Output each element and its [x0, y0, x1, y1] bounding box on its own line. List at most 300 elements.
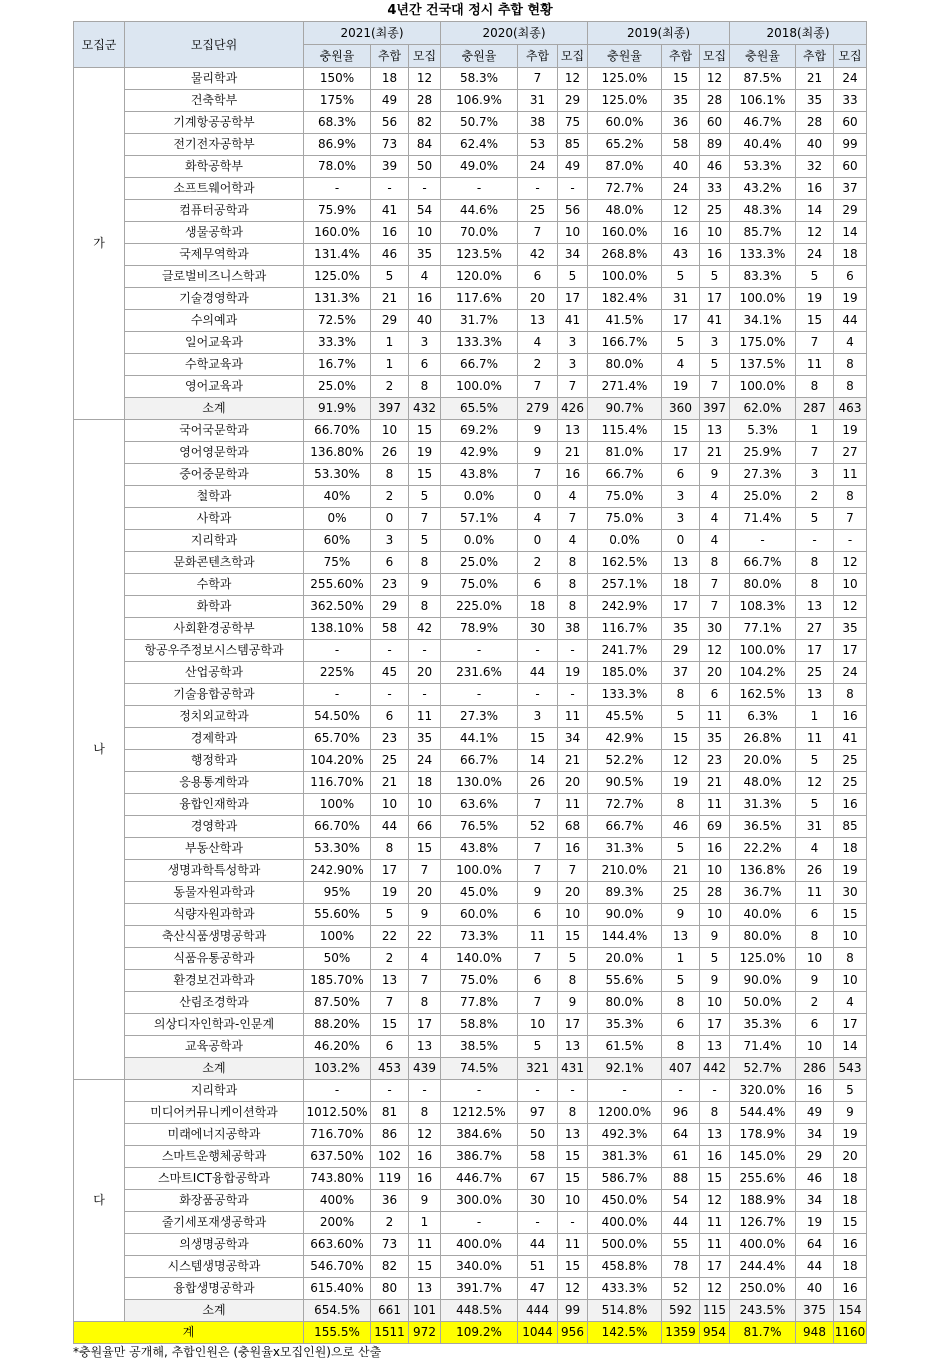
value-cell: 87.50%	[304, 992, 371, 1014]
table-row	[74, 486, 867, 508]
subheader-added: 추합	[662, 45, 700, 68]
value-cell: 16	[834, 794, 867, 816]
value-cell: 12	[409, 68, 441, 90]
value-cell: 87.5%	[730, 68, 796, 90]
value-cell: 108.3%	[730, 596, 796, 618]
value-cell: 100.0%	[730, 376, 796, 398]
value-cell: 1	[796, 420, 834, 442]
value-cell: 8	[834, 354, 867, 376]
value-cell: 386.7%	[441, 1146, 518, 1168]
unit-cell: 수의예과	[125, 310, 304, 332]
unit-cell: 영어교육과	[125, 376, 304, 398]
value-cell: 26	[518, 772, 558, 794]
value-cell: 35	[700, 728, 730, 750]
value-cell: 34.1%	[730, 310, 796, 332]
value-cell: 9	[662, 904, 700, 926]
value-cell: 7	[518, 948, 558, 970]
value-cell: 11	[558, 1234, 588, 1256]
value-cell: 9	[834, 1102, 867, 1124]
value-cell: -	[441, 640, 518, 662]
value-cell: 8	[409, 552, 441, 574]
value-cell: 68	[558, 816, 588, 838]
value-cell: 3	[662, 508, 700, 530]
value-cell: 14	[834, 1036, 867, 1058]
value-cell: 27	[834, 442, 867, 464]
unit-cell: 항공우주정보시스템공학과	[125, 640, 304, 662]
value-cell: 37	[834, 178, 867, 200]
value-cell: 71.4%	[730, 508, 796, 530]
value-cell: 78.9%	[441, 618, 518, 640]
value-cell: 7	[409, 970, 441, 992]
table-row	[74, 992, 867, 1014]
value-cell: -	[304, 684, 371, 706]
subtotal-label: 소계	[125, 398, 304, 420]
value-cell: 60	[700, 112, 730, 134]
value-cell: 16	[834, 706, 867, 728]
value-cell: 5	[796, 508, 834, 530]
value-cell: 58	[662, 134, 700, 156]
unit-cell: 기계항공공학부	[125, 112, 304, 134]
subtotal-cell: 74.5%	[441, 1058, 518, 1080]
value-cell: 150%	[304, 68, 371, 90]
value-cell: 13	[700, 420, 730, 442]
value-cell: 15	[409, 838, 441, 860]
value-cell: 12	[558, 68, 588, 90]
value-cell: 145.0%	[730, 1146, 796, 1168]
table-row	[74, 794, 867, 816]
total-cell: 948	[796, 1322, 834, 1344]
value-cell: 117.6%	[441, 288, 518, 310]
unit-cell: 문화콘텐츠학과	[125, 552, 304, 574]
year-header: 2021(최종)	[304, 22, 441, 45]
value-cell: 36.5%	[730, 816, 796, 838]
value-cell: 16	[834, 1278, 867, 1300]
value-cell: 90.0%	[588, 904, 662, 926]
value-cell: 1	[371, 354, 409, 376]
subtotal-cell: 444	[518, 1300, 558, 1322]
value-cell: 19	[796, 1212, 834, 1234]
value-cell: -	[796, 530, 834, 552]
value-cell: 8	[371, 838, 409, 860]
value-cell: 125.0%	[588, 90, 662, 112]
subheader-rate: 충원율	[304, 45, 371, 68]
subtotal-cell: 543	[834, 1058, 867, 1080]
value-cell: 268.8%	[588, 244, 662, 266]
value-cell: 90.0%	[730, 970, 796, 992]
table-row	[74, 354, 867, 376]
value-cell: 65.70%	[304, 728, 371, 750]
value-cell: -	[304, 178, 371, 200]
unit-cell: 의상디자인학과-인문계	[125, 1014, 304, 1036]
value-cell: 15	[558, 1256, 588, 1278]
value-cell: 500.0%	[588, 1234, 662, 1256]
value-cell: 15	[662, 420, 700, 442]
value-cell: 22	[371, 926, 409, 948]
value-cell: 19	[834, 1124, 867, 1146]
unit-cell: 영어영문학과	[125, 442, 304, 464]
value-cell: 44.6%	[441, 200, 518, 222]
value-cell: 362.50%	[304, 596, 371, 618]
value-cell: 10	[796, 1036, 834, 1058]
subtotal-cell: 407	[662, 1058, 700, 1080]
subtotal-row	[74, 1058, 867, 1080]
value-cell: 166.7%	[588, 332, 662, 354]
total-cell: 1511	[371, 1322, 409, 1344]
value-cell: 95%	[304, 882, 371, 904]
value-cell: 29	[834, 200, 867, 222]
table-row	[74, 178, 867, 200]
value-cell: 4	[700, 486, 730, 508]
value-cell: 73	[371, 134, 409, 156]
value-cell: 26.8%	[730, 728, 796, 750]
value-cell: 64	[796, 1234, 834, 1256]
value-cell: 138.10%	[304, 618, 371, 640]
value-cell: 81	[371, 1102, 409, 1124]
value-cell: 10	[558, 1190, 588, 1212]
value-cell: 81.0%	[588, 442, 662, 464]
value-cell: 12	[662, 750, 700, 772]
value-cell: 69.2%	[441, 420, 518, 442]
value-cell: -	[558, 684, 588, 706]
value-cell: 9	[518, 420, 558, 442]
value-cell: 384.6%	[441, 1124, 518, 1146]
subtotal-row	[74, 398, 867, 420]
value-cell: 75.0%	[588, 508, 662, 530]
subtotal-label: 소계	[125, 1058, 304, 1080]
value-cell: 60.0%	[588, 112, 662, 134]
value-cell: 75.0%	[441, 574, 518, 596]
value-cell: 54	[409, 200, 441, 222]
value-cell: 43	[662, 244, 700, 266]
value-cell: 73.3%	[441, 926, 518, 948]
subtotal-cell: 661	[371, 1300, 409, 1322]
value-cell: 82	[371, 1256, 409, 1278]
value-cell: 80.0%	[730, 574, 796, 596]
value-cell: 10	[834, 970, 867, 992]
value-cell: 0	[662, 530, 700, 552]
value-cell: 18	[834, 1190, 867, 1212]
value-cell: 5	[558, 948, 588, 970]
group-column-header: 모집군	[74, 22, 125, 68]
value-cell: 5	[662, 706, 700, 728]
table-row	[74, 1124, 867, 1146]
value-cell: 11	[796, 354, 834, 376]
value-cell: 89.3%	[588, 882, 662, 904]
value-cell: 85	[558, 134, 588, 156]
value-cell: 88	[662, 1168, 700, 1190]
value-cell: 23	[700, 750, 730, 772]
value-cell: 4	[518, 508, 558, 530]
value-cell: 6	[409, 354, 441, 376]
value-cell: 8	[700, 1102, 730, 1124]
value-cell: 637.50%	[304, 1146, 371, 1168]
value-cell: 0.0%	[441, 530, 518, 552]
value-cell: -	[700, 1080, 730, 1102]
value-cell: 57.1%	[441, 508, 518, 530]
value-cell: 18	[662, 574, 700, 596]
value-cell: 40.0%	[730, 904, 796, 926]
unit-cell: 산업공학과	[125, 662, 304, 684]
value-cell: -	[834, 530, 867, 552]
value-cell: 8	[834, 376, 867, 398]
value-cell: 19	[834, 288, 867, 310]
unit-cell: 국어국문학과	[125, 420, 304, 442]
value-cell: 41	[558, 310, 588, 332]
value-cell: 46	[700, 156, 730, 178]
value-cell: 8	[558, 596, 588, 618]
value-cell: 53	[518, 134, 558, 156]
unit-cell: 기술융합공학과	[125, 684, 304, 706]
value-cell: 13	[518, 310, 558, 332]
value-cell: 25	[796, 662, 834, 684]
value-cell: 5	[662, 970, 700, 992]
value-cell: -	[441, 1080, 518, 1102]
value-cell: 100%	[304, 926, 371, 948]
value-cell: 340.0%	[441, 1256, 518, 1278]
value-cell: 78.0%	[304, 156, 371, 178]
value-cell: 116.7%	[588, 618, 662, 640]
value-cell: 72.5%	[304, 310, 371, 332]
value-cell: 13	[700, 1124, 730, 1146]
value-cell: 35	[662, 618, 700, 640]
table-row	[74, 860, 867, 882]
value-cell: 492.3%	[588, 1124, 662, 1146]
value-cell: 89	[700, 134, 730, 156]
value-cell: 56	[558, 200, 588, 222]
value-cell: 5	[700, 266, 730, 288]
value-cell: 20.0%	[588, 948, 662, 970]
value-cell: 87.0%	[588, 156, 662, 178]
value-cell: 133.3%	[730, 244, 796, 266]
value-cell: 42.9%	[441, 442, 518, 464]
value-cell: 6	[518, 574, 558, 596]
value-cell: 5	[558, 266, 588, 288]
value-cell: 66.7%	[588, 816, 662, 838]
value-cell: -	[371, 1080, 409, 1102]
value-cell: 160.0%	[304, 222, 371, 244]
value-cell: 8	[409, 1102, 441, 1124]
value-cell: 119	[371, 1168, 409, 1190]
value-cell: 2	[371, 948, 409, 970]
value-cell: 11	[700, 794, 730, 816]
value-cell: 11	[700, 1234, 730, 1256]
value-cell: 178.9%	[730, 1124, 796, 1146]
value-cell: 615.40%	[304, 1278, 371, 1300]
value-cell: 18	[409, 772, 441, 794]
subheader-added: 추합	[371, 45, 409, 68]
value-cell: 400%	[304, 1190, 371, 1212]
unit-cell: 일어교육과	[125, 332, 304, 354]
unit-cell: 생명과학특성학과	[125, 860, 304, 882]
unit-cell: 스마트운행체공학과	[125, 1146, 304, 1168]
value-cell: 31	[662, 288, 700, 310]
value-cell: 40.4%	[730, 134, 796, 156]
value-cell: 7	[796, 332, 834, 354]
value-cell: 29	[796, 1146, 834, 1168]
value-cell: 9	[558, 992, 588, 1014]
value-cell: 5	[796, 750, 834, 772]
value-cell: 9	[518, 882, 558, 904]
table-row	[74, 90, 867, 112]
value-cell: 48.0%	[730, 772, 796, 794]
value-cell: 66.70%	[304, 420, 371, 442]
table-row	[74, 420, 867, 442]
value-cell: 7	[371, 992, 409, 1014]
value-cell: 35	[834, 618, 867, 640]
value-cell: 544.4%	[730, 1102, 796, 1124]
value-cell: 58	[518, 1146, 558, 1168]
value-cell: 17	[834, 640, 867, 662]
value-cell: 65.2%	[588, 134, 662, 156]
value-cell: 40	[409, 310, 441, 332]
table-row	[74, 1256, 867, 1278]
value-cell: 45	[371, 662, 409, 684]
subtotal-cell: 654.5%	[304, 1300, 371, 1322]
value-cell: -	[304, 640, 371, 662]
table-row	[74, 1146, 867, 1168]
value-cell: 162.5%	[588, 552, 662, 574]
value-cell: 8	[662, 794, 700, 816]
value-cell: -	[730, 530, 796, 552]
value-cell: 7	[518, 68, 558, 90]
table-row	[74, 552, 867, 574]
value-cell: 5	[662, 332, 700, 354]
table-row	[74, 1278, 867, 1300]
value-cell: 8	[796, 926, 834, 948]
value-cell: 75%	[304, 552, 371, 574]
value-cell: 58.3%	[441, 68, 518, 90]
value-cell: 30	[834, 882, 867, 904]
unit-cell: 글로벌비즈니스학과	[125, 266, 304, 288]
value-cell: 4	[558, 530, 588, 552]
value-cell: 36	[662, 112, 700, 134]
value-cell: 85.7%	[730, 222, 796, 244]
table-row	[74, 244, 867, 266]
value-cell: 15	[558, 1168, 588, 1190]
value-cell: -	[371, 684, 409, 706]
value-cell: 77.1%	[730, 618, 796, 640]
value-cell: 16	[796, 178, 834, 200]
value-cell: 6	[796, 1014, 834, 1036]
value-cell: 8	[371, 464, 409, 486]
value-cell: 25	[518, 200, 558, 222]
table-row	[74, 816, 867, 838]
value-cell: 144.4%	[588, 926, 662, 948]
value-cell: 29	[371, 310, 409, 332]
value-cell: 80.0%	[588, 354, 662, 376]
value-cell: 15	[558, 1146, 588, 1168]
value-cell: 17	[409, 1014, 441, 1036]
value-cell: 120.0%	[441, 266, 518, 288]
value-cell: 7	[518, 860, 558, 882]
unit-cell: 환경보건과학과	[125, 970, 304, 992]
value-cell: 41	[371, 200, 409, 222]
value-cell: 20	[558, 882, 588, 904]
table-row	[74, 904, 867, 926]
value-cell: 42	[409, 618, 441, 640]
subheader-added: 추합	[518, 45, 558, 68]
value-cell: 16	[700, 244, 730, 266]
value-cell: 61.5%	[588, 1036, 662, 1058]
value-cell: 210.0%	[588, 860, 662, 882]
value-cell: 0	[518, 530, 558, 552]
unit-cell: 화학과	[125, 596, 304, 618]
table-row	[74, 200, 867, 222]
value-cell: 9	[409, 904, 441, 926]
value-cell: -	[558, 178, 588, 200]
value-cell: 54.50%	[304, 706, 371, 728]
value-cell: 15	[662, 68, 700, 90]
table-body	[74, 68, 867, 1344]
value-cell: 35	[662, 90, 700, 112]
value-cell: 40	[796, 1278, 834, 1300]
value-cell: 60	[834, 156, 867, 178]
value-cell: 46.7%	[730, 112, 796, 134]
value-cell: 14	[796, 200, 834, 222]
table-row	[74, 1014, 867, 1036]
value-cell: 7	[518, 464, 558, 486]
value-cell: 25	[700, 200, 730, 222]
value-cell: 17	[796, 640, 834, 662]
value-cell: 7	[518, 992, 558, 1014]
total-cell: 1160	[834, 1322, 867, 1344]
value-cell: 257.1%	[588, 574, 662, 596]
value-cell: 10	[518, 1014, 558, 1036]
value-cell: 17	[662, 596, 700, 618]
value-cell: 162.5%	[730, 684, 796, 706]
value-cell: 6	[700, 684, 730, 706]
unit-cell: 수학과	[125, 574, 304, 596]
value-cell: 54	[662, 1190, 700, 1212]
table-row	[74, 1212, 867, 1234]
total-cell: 155.5%	[304, 1322, 371, 1344]
subheader-added: 추합	[796, 45, 834, 68]
value-cell: 1212.5%	[441, 1102, 518, 1124]
table-row	[74, 838, 867, 860]
value-cell: 125.0%	[304, 266, 371, 288]
value-cell: 75.0%	[441, 970, 518, 992]
value-cell: 175%	[304, 90, 371, 112]
subtotal-cell: 397	[700, 398, 730, 420]
table-row	[74, 640, 867, 662]
value-cell: 7	[700, 376, 730, 398]
value-cell: 3	[662, 486, 700, 508]
value-cell: 3	[518, 706, 558, 728]
unit-cell: 의생명공학과	[125, 1234, 304, 1256]
value-cell: 241.7%	[588, 640, 662, 662]
unit-cell: 중어중문학과	[125, 464, 304, 486]
value-cell: 5	[371, 904, 409, 926]
value-cell: 244.4%	[730, 1256, 796, 1278]
value-cell: 44.1%	[441, 728, 518, 750]
value-cell: 60%	[304, 530, 371, 552]
value-cell: 12	[558, 1278, 588, 1300]
value-cell: 8	[834, 948, 867, 970]
value-cell: 72.7%	[588, 178, 662, 200]
table-row	[74, 882, 867, 904]
value-cell: 2	[371, 486, 409, 508]
value-cell: 8	[558, 970, 588, 992]
value-cell: 4	[409, 266, 441, 288]
table-row	[74, 1036, 867, 1058]
value-cell: 35.3%	[588, 1014, 662, 1036]
value-cell: 21	[796, 68, 834, 90]
table-row	[74, 288, 867, 310]
value-cell: 160.0%	[588, 222, 662, 244]
value-cell: 21	[558, 750, 588, 772]
value-cell: 70.0%	[441, 222, 518, 244]
value-cell: 200%	[304, 1212, 371, 1234]
